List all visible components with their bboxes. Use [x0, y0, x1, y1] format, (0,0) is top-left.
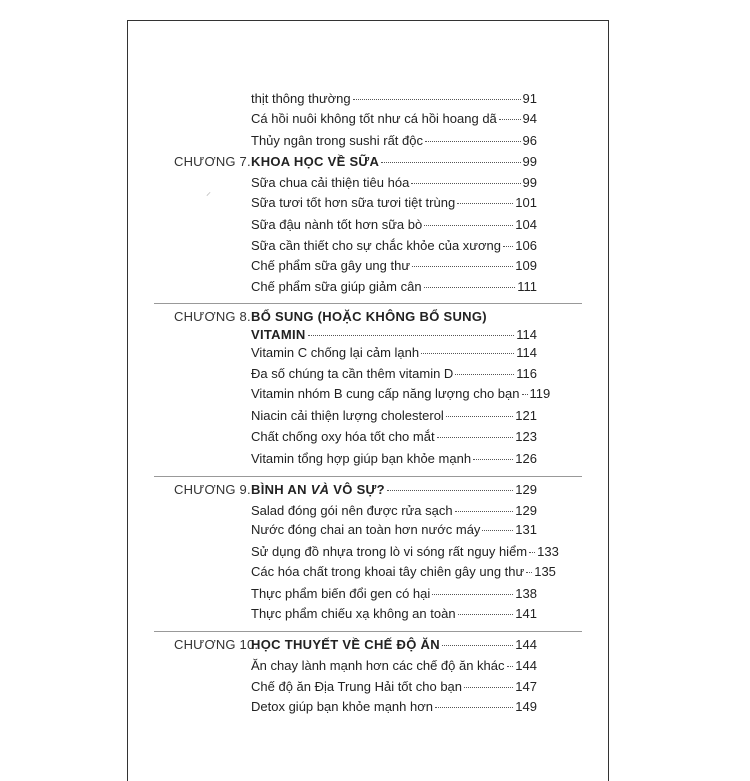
dot-leader — [437, 437, 514, 438]
entry-title: Cá hồi nuôi không tốt như cá hồi hoang dã — [251, 111, 497, 126]
toc-row — [128, 449, 608, 469]
toc-row — [128, 256, 608, 276]
toc-entry — [251, 584, 537, 604]
entry-page-number: 99 — [522, 175, 537, 190]
toc-chapter-row — [128, 635, 608, 655]
entry-title: VITAMIN — [251, 327, 306, 342]
chapter-number: CHƯƠNG 8. — [174, 309, 251, 324]
toc-entry — [251, 131, 537, 151]
entry-title: Chế độ ăn Địa Trung Hải tốt cho bạn — [251, 679, 463, 694]
dot-leader — [353, 99, 521, 100]
toc-entry — [251, 236, 537, 256]
entry-page-number: 121 — [515, 408, 537, 423]
entry-title: HỌC THUYẾT VỀ CHẾ ĐỘ ĂN — [251, 637, 440, 652]
toc-entry — [251, 635, 537, 655]
toc-row — [128, 697, 608, 717]
entry-page-number: 119 — [529, 386, 551, 401]
chapter-number: CHƯƠNG 7. — [174, 154, 251, 169]
entry-page-number: 101 — [515, 195, 537, 210]
entry-page-number: 147 — [515, 679, 537, 694]
entry-page-number: 116 — [516, 366, 537, 381]
entry-title: Sữa chua cải thiện tiêu hóa — [251, 175, 410, 190]
toc-entry — [251, 364, 537, 384]
entry-title: Chất chống oxy hóa tốt cho mắt — [251, 429, 435, 444]
entry-page-number: 144 — [515, 637, 537, 652]
dot-leader — [421, 353, 514, 354]
entry-title: Thủy ngân trong sushi rất độc — [251, 133, 423, 148]
toc-entry — [251, 307, 537, 327]
chapter-number: CHƯƠNG 9. — [174, 482, 251, 497]
entry-title: Chế phẩm sữa gây ung thư — [251, 258, 411, 273]
entry-page-number: 149 — [515, 699, 537, 714]
dot-leader — [435, 707, 513, 708]
entry-title: Các hóa chất trong khoai tây chiên gây ung thư — [251, 564, 525, 579]
toc-entry — [251, 542, 559, 562]
entry-page-number: 129 — [515, 482, 537, 497]
dot-leader — [381, 162, 520, 163]
toc-entry — [251, 215, 537, 235]
toc-row — [128, 215, 608, 235]
toc-entry — [251, 343, 537, 363]
dot-leader — [499, 119, 521, 120]
toc-entry — [251, 427, 537, 447]
entry-page-number: 138 — [515, 586, 537, 601]
toc-row — [128, 193, 608, 213]
dot-leader — [458, 614, 514, 615]
dot-leader — [412, 266, 513, 267]
toc-row — [128, 656, 608, 676]
toc-entry — [251, 449, 537, 469]
toc-entry — [251, 152, 537, 172]
toc-row — [128, 501, 608, 521]
entry-title: Vitamin tổng hợp giúp bạn khỏe mạnh — [251, 451, 472, 466]
book-page — [127, 20, 609, 781]
entry-title: BÌNH AN VÀ VÔ SỰ? — [251, 482, 385, 497]
entry-page-number: 104 — [515, 217, 537, 232]
entry-title: Vitamin C chống lại cảm lạnh — [251, 345, 420, 360]
toc-row — [128, 325, 608, 345]
page-mark: ⸝ — [206, 187, 211, 198]
entry-title: Nước đóng chai an toàn hơn nước máy — [251, 522, 481, 537]
toc-entry — [251, 89, 537, 109]
toc-row — [128, 89, 608, 109]
entry-page-number: 91 — [522, 91, 537, 106]
entry-page-number: 96 — [522, 133, 537, 148]
dot-leader — [473, 459, 513, 460]
toc-row — [128, 364, 608, 384]
entry-title: thịt thông thường — [251, 91, 351, 106]
entry-page-number: 111 — [517, 279, 537, 294]
toc-entry — [251, 277, 537, 297]
toc-entry — [251, 406, 537, 426]
entry-title: Detox giúp bạn khỏe mạnh hơn — [251, 699, 433, 714]
chapter-number: CHƯƠNG 10. — [174, 637, 259, 652]
dot-leader — [457, 203, 513, 204]
entry-page-number: 144 — [515, 658, 537, 673]
entry-page-number: 94 — [522, 111, 537, 126]
entry-page-number: 123 — [515, 429, 537, 444]
entry-page-number: 126 — [515, 451, 537, 466]
dot-leader — [442, 645, 513, 646]
toc-row — [128, 173, 608, 193]
toc-row — [128, 109, 608, 129]
chapter-divider — [154, 476, 582, 477]
toc-row — [128, 343, 608, 363]
entry-title: Vitamin nhóm B cung cấp năng lượng cho bạn — [251, 386, 520, 401]
toc-row — [128, 584, 608, 604]
entry-page-number: 114 — [516, 345, 537, 360]
entry-title: Sữa cần thiết cho sự chắc khỏe của xương — [251, 238, 501, 253]
entry-page-number: 99 — [522, 154, 537, 169]
entry-title: Ăn chay lành mạnh hơn các chế độ ăn khác — [251, 658, 505, 673]
entry-title: Niacin cải thiện lượng cholesterol — [251, 408, 444, 423]
dot-leader — [503, 246, 513, 247]
toc-row — [128, 131, 608, 151]
entry-page-number: 135 — [534, 564, 556, 579]
dot-leader — [522, 394, 528, 395]
dot-leader — [424, 287, 516, 288]
toc-entry — [251, 173, 537, 193]
entry-page-number: 141 — [515, 606, 537, 621]
dot-leader — [464, 687, 513, 688]
entry-title: KHOA HỌC VỀ SỮA — [251, 154, 380, 169]
dot-leader — [482, 530, 513, 531]
toc-row — [128, 277, 608, 297]
entry-page-number: 109 — [515, 258, 537, 273]
toc-row — [128, 604, 608, 624]
toc-entry — [251, 501, 537, 521]
toc-row — [128, 562, 608, 582]
entry-page-number: 131 — [515, 522, 537, 537]
toc-row — [128, 427, 608, 447]
dot-leader — [529, 552, 535, 553]
dot-leader — [507, 666, 514, 667]
dot-leader — [455, 511, 514, 512]
entry-title: Salad đóng gói nên được rửa sạch — [251, 503, 453, 518]
entry-page-number: 114 — [516, 327, 537, 342]
toc-row — [128, 406, 608, 426]
entry-title: Thực phẩm chiếu xạ không an toàn — [251, 606, 456, 621]
entry-title: BỔ SUNG (HOẶC KHÔNG BỔ SUNG) — [251, 309, 487, 324]
toc-entry — [251, 256, 537, 276]
dot-leader — [424, 225, 513, 226]
entry-title: Chế phẩm sữa giúp giảm cân — [251, 279, 422, 294]
toc-row — [128, 236, 608, 256]
dot-leader — [432, 594, 513, 595]
entry-page-number: 133 — [537, 544, 559, 559]
dot-leader — [446, 416, 513, 417]
toc-entry — [251, 384, 551, 404]
entry-title: Sử dụng đồ nhựa trong lò vi sóng rất nguy hiểm — [251, 544, 528, 559]
toc-entry — [251, 193, 537, 213]
entry-page-number: 129 — [515, 503, 537, 518]
toc-entry — [251, 520, 537, 540]
toc-chapter-row — [128, 152, 608, 172]
toc-entry — [251, 656, 537, 676]
chapter-divider — [154, 303, 582, 304]
toc-entry — [251, 562, 556, 582]
dot-leader — [526, 572, 532, 573]
entry-page-number: 106 — [515, 238, 537, 253]
toc-row — [128, 384, 608, 404]
toc-entry — [251, 697, 537, 717]
entry-title: Đa số chúng ta cần thêm vitamin D — [251, 366, 454, 381]
entry-title: Thực phẩm biến đổi gen có hại — [251, 586, 431, 601]
entry-title: Sữa đậu nành tốt hơn sữa bò — [251, 217, 423, 232]
chapter-divider — [154, 631, 582, 632]
toc-entry — [251, 480, 537, 500]
toc-chapter-row — [128, 480, 608, 500]
toc-entry — [251, 604, 537, 624]
toc-row — [128, 677, 608, 697]
dot-leader — [387, 490, 513, 491]
dot-leader — [411, 183, 520, 184]
toc-row — [128, 520, 608, 540]
dot-leader — [455, 374, 514, 375]
toc-entry — [251, 325, 537, 345]
toc-row — [128, 542, 608, 562]
dot-leader — [308, 335, 515, 336]
entry-title: Sữa tươi tốt hơn sữa tươi tiệt trùng — [251, 195, 456, 210]
toc-chapter-row — [128, 307, 608, 327]
toc-entry — [251, 677, 537, 697]
toc-entry — [251, 109, 537, 129]
dot-leader — [425, 141, 521, 142]
